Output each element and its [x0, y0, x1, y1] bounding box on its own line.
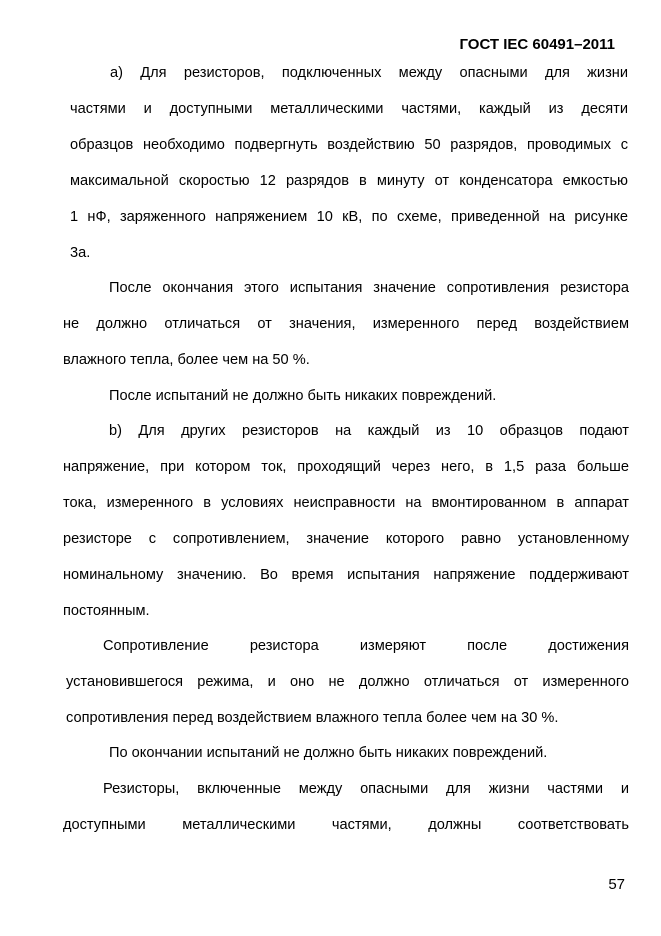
word: Сопротивление — [103, 638, 209, 654]
text-line: резисторе с сопротивлением, значение которого равно установленному — [63, 531, 629, 547]
text-line: 3а. — [70, 245, 91, 261]
word: частями, — [331, 817, 392, 833]
text-line: номинальному значению. Во время испытания напряжение поддерживают — [63, 567, 629, 583]
text-line — [63, 628, 629, 664]
text-line: b) Для других резисторов на каждый из 10 образцов подают — [109, 423, 629, 439]
paragraph-a — [70, 55, 628, 271]
text-line: не должно отличаться от значения, измеренного перед воздействием — [63, 316, 629, 332]
word: металлическими — [182, 817, 296, 833]
paragraph-no-damage-1 — [63, 378, 629, 414]
paragraph-after-a — [63, 270, 629, 378]
text-line: напряжение, при котором ток, проходящий через него, в 1,5 раза больше — [63, 459, 629, 475]
text-line: а) Для резисторов, подключенных между опасными для жизни — [110, 65, 628, 81]
text-line: установившегося режима, и оно не должно отличаться от измеренного — [66, 674, 629, 690]
text-line: сопротивления перед воздействием влажного тепла более чем на 30 %. — [66, 710, 559, 726]
word: доступными — [63, 817, 146, 833]
text-line: После окончания этого испытания значение сопротивления резистора — [109, 280, 629, 296]
text-line — [63, 807, 629, 843]
word: должны — [428, 817, 482, 833]
word: после — [467, 638, 508, 654]
text-line: После испытаний не должно быть никаких повреждений. — [109, 388, 497, 404]
text-line: 1 нФ, заряженного напряжением 10 кВ, по схеме, приведенной на рисунке — [70, 209, 628, 225]
text-line: постоянным. — [63, 603, 150, 619]
word: достижения — [548, 638, 629, 654]
paragraph-b — [63, 413, 629, 629]
text-line: тока, измеренного в условиях неисправности на вмонтированном в аппарат — [63, 495, 629, 511]
text-line: максимальной скоростью 12 разрядов в минуту от конденсатора емкостью — [70, 173, 628, 189]
paragraph-resistance — [63, 628, 629, 736]
standard-header: ГОСТ IEC 60491–2011 — [459, 36, 615, 53]
word: соответствовать — [517, 817, 629, 833]
paragraph-resistors — [63, 771, 629, 843]
text-line: влажного тепла, более чем на 50 %. — [63, 352, 310, 368]
text-line: образцов необходимо подвергнуть воздействию 50 разрядов, проводимых с — [70, 137, 628, 153]
word: резистора — [249, 638, 319, 654]
paragraph-no-damage-2 — [63, 735, 629, 771]
text-line: По окончании испытаний не должно быть никаких повреждений. — [109, 745, 548, 761]
text-line: частями и доступными металлическими частями, каждый из десяти — [70, 101, 628, 117]
text-line: Резисторы, включенные между опасными для жизни частями и — [103, 781, 629, 797]
page-number: 57 — [608, 876, 625, 893]
word: измеряют — [359, 638, 427, 654]
